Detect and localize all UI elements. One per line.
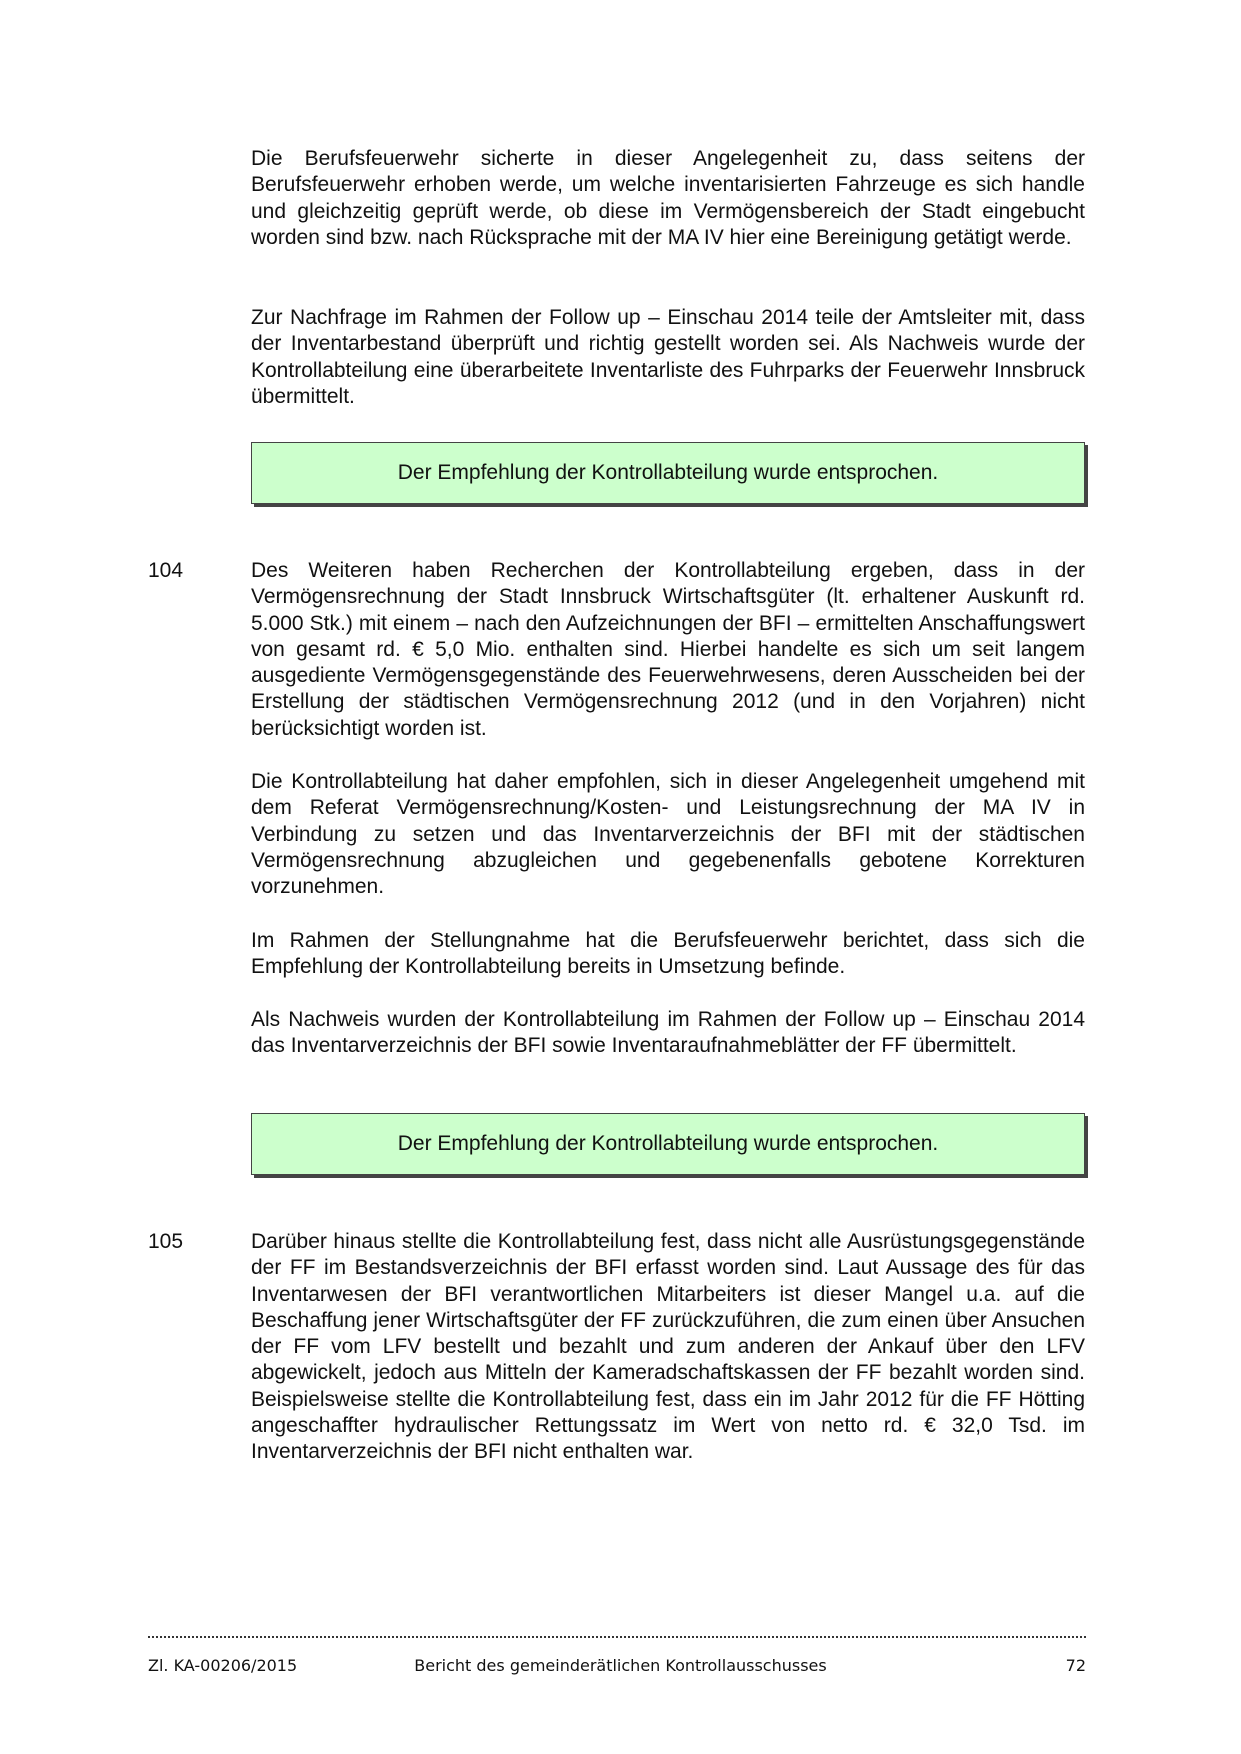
footer-reference-number: Zl. KA-00206/2015 <box>148 1656 298 1675</box>
footer-dotted-separator <box>148 1636 1086 1638</box>
paragraph-104-statement: Im Rahmen der Stellungnahme hat die Berufsfeuerwehr berichtet, dass sich die Empfehlung der Kontrollabteilung bereits in Umsetzung befinde. <box>251 929 1085 979</box>
paragraph-104-follow-up: Als Nachweis wurden der Kontrollabteilung im Rahmen der Follow up – Einschau 2014 das Inventarverzeichnis der BFI sowie Inventaraufnahmeblätter der FF übermittelt. <box>251 1008 1085 1058</box>
recommendation-fulfilled-text-1: Der Empfehlung der Kontrollabteilung wurde entsprochen. <box>397 461 939 484</box>
paragraph-104-recommendation: Die Kontrollabteilung hat daher empfohlen, sich in dieser Angelegenheit umgehend mit dem Referat Vermögensrechnung/Kosten- und Leistungsrechnung der MA IV in Verbindung zu setzen und das Inventarverzeichnis der BFI mit der städtischen Vermögensrechnung abzugleichen und gegebenenfalls gebotene Korrekturen vorzunehmen. <box>251 770 1085 899</box>
footer-page-number: 72 <box>1065 1656 1086 1675</box>
section-number-105: 105 <box>148 1230 184 1253</box>
recommendation-fulfilled-box-2 <box>251 1113 1085 1175</box>
paragraph-vehicles-inventory: Die Berufsfeuerwehr sicherte in dieser Angelegenheit zu, dass seitens der Berufsfeuerwehr erhoben werde, um welche inventarisierten Fahrzeuge es sich handle und gleichzeitig geprüft werde, ob diese im Vermögensbereich der Stadt eingebucht worden sind bzw. nach Rücksprache mit der MA IV hier eine Bereinigung getätigt werde. <box>251 147 1085 249</box>
paragraph-104-findings: Des Weiteren haben Recherchen der Kontrollabteilung ergeben, dass in der Vermögensrechnung der Stadt Innsbruck Wirtschaftsgüter (lt. erhaltener Auskunft rd. 5.000 Stk.) mit einem – nach den Aufzeichnungen der BFI – ermittelten Anschaffungswert von gesamt rd. € 5,0 Mio. enthalten sind. Hierbei handelte es sich um seit langem ausgediente Vermögensgegenstände des Feuerwehrwesens, deren Ausscheiden bei der Erstellung der städtischen Vermögensrechnung 2012 (und in den Vorjahren) nicht berücksichtigt worden ist. <box>251 559 1085 740</box>
paragraph-follow-up-1: Zur Nachfrage im Rahmen der Follow up – Einschau 2014 teile der Amtsleiter mit, dass der Inventarbestand überprüft und richtig gestellt worden sei. Als Nachweis wurde der Kontrollabteilung eine überarbeitete Inventarliste des Fuhrparks der Feuerwehr Innsbruck übermittelt. <box>251 306 1085 408</box>
paragraph-105-findings: Darüber hinaus stellte die Kontrollabteilung fest, dass nicht alle Ausrüstungsgegenstände der FF im Bestandsverzeichnis der BFI erfasst worden sind. Laut Aussage des für das Inventarwesen der BFI verantwortlichen Mitarbeiters ist dieser Mangel u.a. auf die Beschaffung jener Wirtschaftsgüter der FF zurückzuführen, die zum einen über Ansuchen der FF vom LFV bestellt und bezahlt und zum anderen der Ankauf über den LFV abgewickelt, jedoch aus Mitteln der Kameradschaftskassen der FF bezahlt worden sind. Beispielsweise stellte die Kontrollabteilung fest, dass ein im Jahr 2012 für die FF Hötting angeschaffter hydraulischer Rettungssatz im Wert von netto rd. € 32,0 Tsd. im Inventarverzeichnis der BFI nicht enthalten war. <box>251 1230 1085 1464</box>
recommendation-fulfilled-box-1 <box>251 442 1085 504</box>
section-number-104: 104 <box>148 559 184 582</box>
recommendation-fulfilled-text-2: Der Empfehlung der Kontrollabteilung wurde entsprochen. <box>397 1132 939 1155</box>
footer-report-title: Bericht des gemeinderätlichen Kontrollausschusses <box>414 1656 827 1675</box>
